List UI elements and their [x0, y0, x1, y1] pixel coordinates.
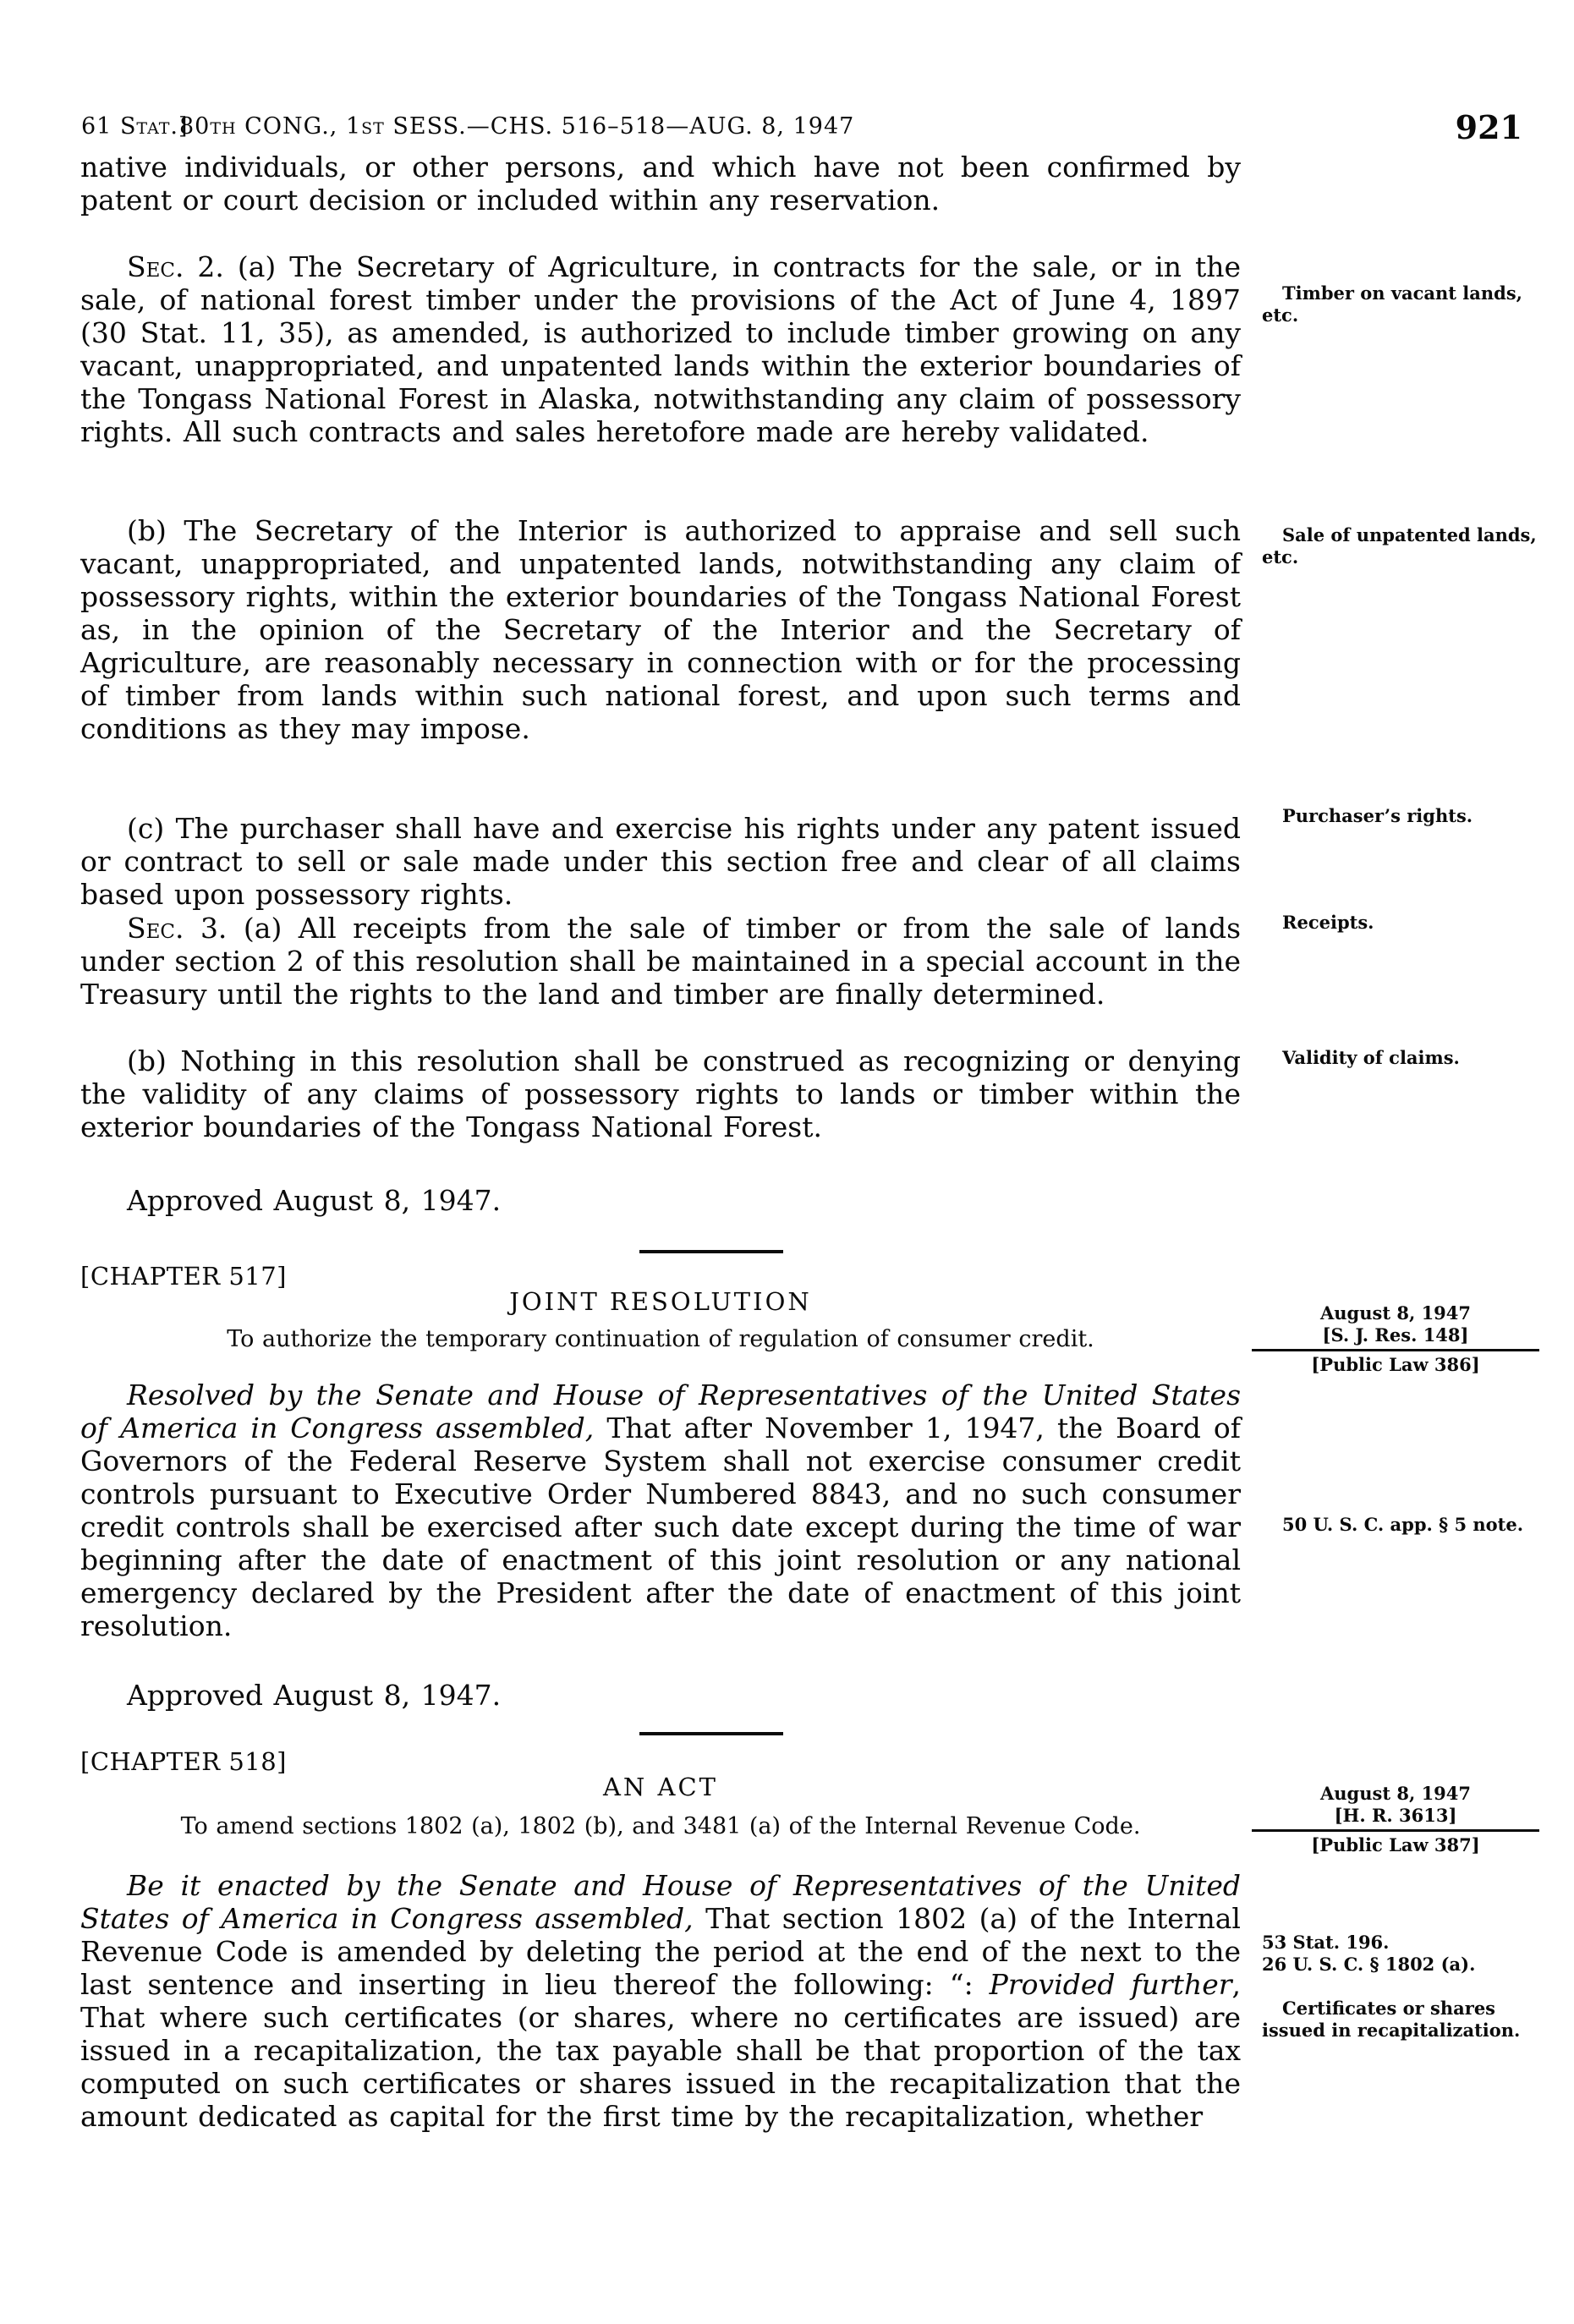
section-2-label: Sec. 2.	[127, 250, 224, 283]
an-act-heading: AN ACT	[602, 1773, 718, 1801]
usc-1802-ref: 26 U. S. C. § 1802 (a).	[1262, 1954, 1476, 1975]
ch517-bill-number: [S. J. Res. 148]	[1322, 1324, 1469, 1346]
joint-resolution-heading: JOINT RESOLUTION	[509, 1287, 812, 1316]
note-rule	[1252, 1349, 1539, 1351]
ch517-date: August 8, 1947	[1319, 1302, 1472, 1324]
sec-3b-enum: (b)	[127, 1044, 167, 1077]
ch518-enacting-clause: Be it enacted by the Senate and House of Representatives of the United States of America in Congress assembled,	[80, 1869, 1241, 1935]
page-number: 921	[1455, 108, 1522, 146]
ch517-body-paragraph	[80, 1379, 1241, 1642]
margin-note-stat-refs	[1262, 1932, 1539, 1976]
margin-note-sale: Sale of unpatented lands, etc.	[1262, 524, 1537, 567]
ch518-body-text-2: , That where such certificates (or shares, where no certificates are issued) are issued in a recapitalization, the tax payable shall be that proportion of the tax computed on such certificates or shares issued in the recapitalization that the amount dedicated as capital for the first time by the recapitalization, whether	[80, 1968, 1242, 2133]
sec-3a-enum: (a)	[227, 912, 282, 945]
ch517-enacting-clause: Resolved by the Senate and House of Representatives of the United States of America in Congress assembled,	[80, 1379, 1241, 1444]
sec-3a-paragraph	[80, 912, 1241, 1011]
approved-line-ch517: Approved August 8, 1947.	[127, 1679, 502, 1712]
chapter-518-label: [CHAPTER 518]	[80, 1747, 287, 1776]
session-title: 80th CONG., 1st SESS.—CHS. 516–518—AUG. 8, 1947	[179, 113, 855, 140]
section-divider	[639, 1732, 783, 1735]
sec-3b-paragraph	[80, 1044, 1241, 1143]
continuation-paragraph	[80, 151, 1241, 217]
volume-reference: 61 Stat.]	[81, 113, 189, 140]
ch518-subtitle: To amend sections 1802 (a), 1802 (b), and 3481 (a) of the Internal Revenue Code.	[180, 1813, 1141, 1839]
sec-2c-paragraph	[80, 812, 1241, 911]
section-divider	[639, 1250, 783, 1253]
chapter-517-label: [CHAPTER 517]	[80, 1262, 287, 1291]
margin-note-validity: Validity of claims.	[1282, 1047, 1460, 1068]
note-rule	[1252, 1829, 1539, 1832]
ch518-public-law: [Public Law 387]	[1311, 1834, 1480, 1855]
ch518-body-paragraph	[80, 1869, 1241, 2133]
margin-note-purchaser: Purchaser’s rights.	[1282, 805, 1473, 826]
sec-2c-enum: (c)	[127, 812, 165, 845]
sec-3b-text: Nothing in this resolution shall be construed as recognizing or denying the validity of any claims of possessory rights to lands or timber within the exterior boundaries of the Tongass National Forest.	[80, 1044, 1241, 1143]
proviso-further-italic: Provided further	[989, 1968, 1232, 2001]
sec-3a-text: All receipts from the sale of timber or from the sale of lands under section 2 of this resolution shall be maintained in a special account in the Treasury until the rights to the land and timber are finally determined.	[80, 912, 1242, 1011]
ch518-date-block	[1252, 1783, 1539, 1856]
sec-2a-text: The Secretary of Agriculture, in contracts for the sale, or in the sale, of national forest timber under the provisions of the Act of June 4, 1897 (30 Stat. 11, 35), as amended, is authorized to include timber growing on any vacant, unappropriated, and unpatented lands within the exterior boundaries of the Tongass National Forest in Alaska, notwithstanding any claim of possessory rights. All such contracts and sales heretofore made are hereby validated.	[80, 250, 1241, 448]
margin-note-usc50: 50 U. S. C. app. § 5 note.	[1282, 1514, 1524, 1535]
ch517-body-text: That after November 1, 1947, the Board of Governors of the Federal Reserve System shall not exercise consumer credit controls pursuant to Executive Order Numbered 8843, and no such consumer credit controls shall be exercised after such date except during the time of war beginning after the date of enactment of this joint resolution or any national emergency declared by the President after the date of enactment of this joint resolution.	[80, 1411, 1241, 1642]
sec-2b-text: The Secretary of the Interior is authorized to appraise and sell such vacant, unappropriated, and unpatented lands, notwithstanding any claim of possessory rights, within the exterior boundaries of the Tongass National Forest as, in the opinion of the Secretary of the Interior and the Secretary of Agriculture, are reasonably necessary in connection with or for the processing of timber from lands within such national forest, and upon such terms and conditions as they may impose.	[80, 514, 1241, 745]
ch517-subtitle: To authorize the temporary continuation of regulation of consumer credit.	[227, 1326, 1094, 1352]
margin-note-certificates: Certificates or shares issued in recapitalization.	[1262, 1998, 1521, 2041]
margin-note-timber: Timber on vacant lands, etc.	[1262, 282, 1522, 326]
sec-2b-enum: (b)	[127, 514, 167, 547]
ch518-body-text-1: That section 1802 (a) of the Internal Revenue Code is amended by deleting the period at the end of the next to the last sentence and inserting in lieu thereof the following: “:	[80, 1902, 1241, 2001]
ch517-date-block	[1252, 1302, 1539, 1376]
margin-note-receipts: Receipts.	[1282, 912, 1374, 933]
ch518-bill-number: [H. R. 3613]	[1334, 1805, 1457, 1826]
sec-2b-paragraph	[80, 514, 1241, 745]
continuation-text: native individuals, or other persons, and which have not been confirmed by patent or court decision or included within any reservation.	[80, 151, 1241, 217]
sec-2a-enum: (a)	[223, 250, 277, 283]
sec-2a-paragraph	[80, 250, 1241, 448]
sec-2c-text: The purchaser shall have and exercise his rights under any patent issued or contract to sell or sale made under this section free and clear of all claims based upon possessory rights.	[80, 812, 1241, 911]
approved-line-ch516: Approved August 8, 1947.	[127, 1184, 502, 1217]
ch517-public-law: [Public Law 386]	[1311, 1354, 1480, 1375]
ch518-date: August 8, 1947	[1319, 1783, 1472, 1804]
section-3-label: Sec. 3.	[127, 912, 228, 945]
stat-196-ref: 53 Stat. 196.	[1262, 1932, 1390, 1953]
